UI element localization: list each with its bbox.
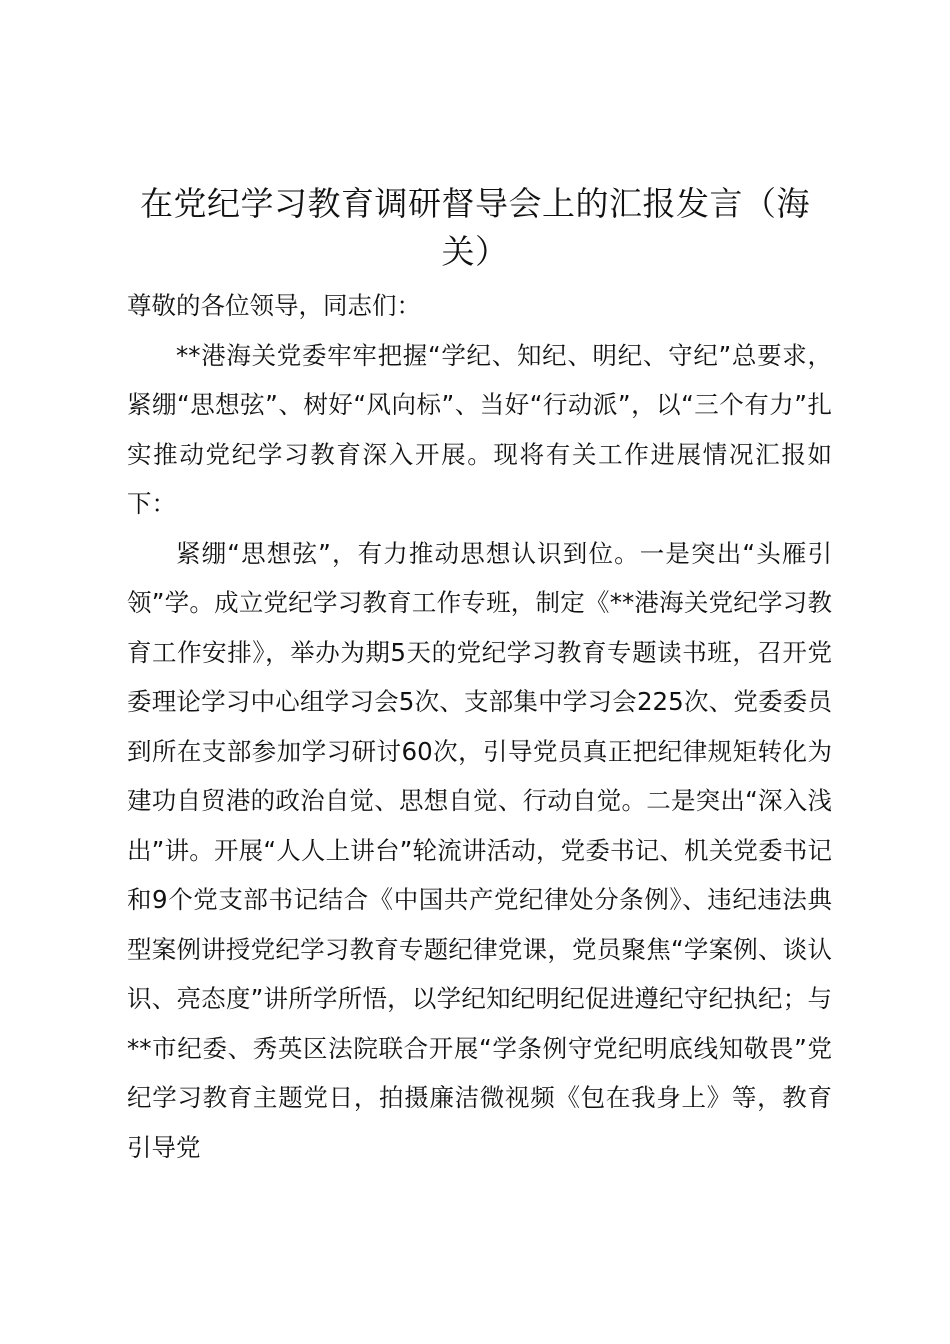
paragraph: **港海关党委牢牢把握“学纪、知纪、明纪、守纪”总要求，紧绷“思想弦”、树好“风向标”、当好“行动派”，以“三个有力”扎实推动党纪学习教育深入开展。现将有关工作进展情况汇报如下：: [127, 340, 832, 518]
paragraph: 紧绷“思想弦”，有力推动思想认识到位。一是突出“头雁引领”学。成立党纪学习教育工作专班，制定《**港海关党纪学习教育工作安排》，举办为期5天的党纪学习教育专题读书班，召开党委理论学习中心组学习会5次、支部集中学习会225次、党委委员到所在支部参加学习研讨60次，引导党员真正把纪律规矩转化为建功自贸港的政治自觉、思想自觉、行动自觉。二是突出“深入浅出”讲。开展“人人上讲台”轮流讲活动，党委书记、机关党委书记和9个党支部书记结合《中国共产党纪律处分条例》、违纪违法典型案例讲授党纪学习教育专题纪律党课，党员聚焦“学案例、谈认识、亮态度”讲所学所悟，以学纪知纪明纪促进遵纪守纪执纪；与**市纪委、秀英区法院联合开展“学条例守党纪明底线知敬畏”党纪学习教育主题党日，拍摄廉洁微视频《包在我身上》等，教育引导党: [127, 538, 832, 1162]
document-title: 在党纪学习教育调研督导会上的汇报发言（海关）: [140, 184, 810, 271]
document-body: [127, 281, 832, 1172]
salutation: 尊敬的各位领导，同志们：: [127, 291, 421, 320]
